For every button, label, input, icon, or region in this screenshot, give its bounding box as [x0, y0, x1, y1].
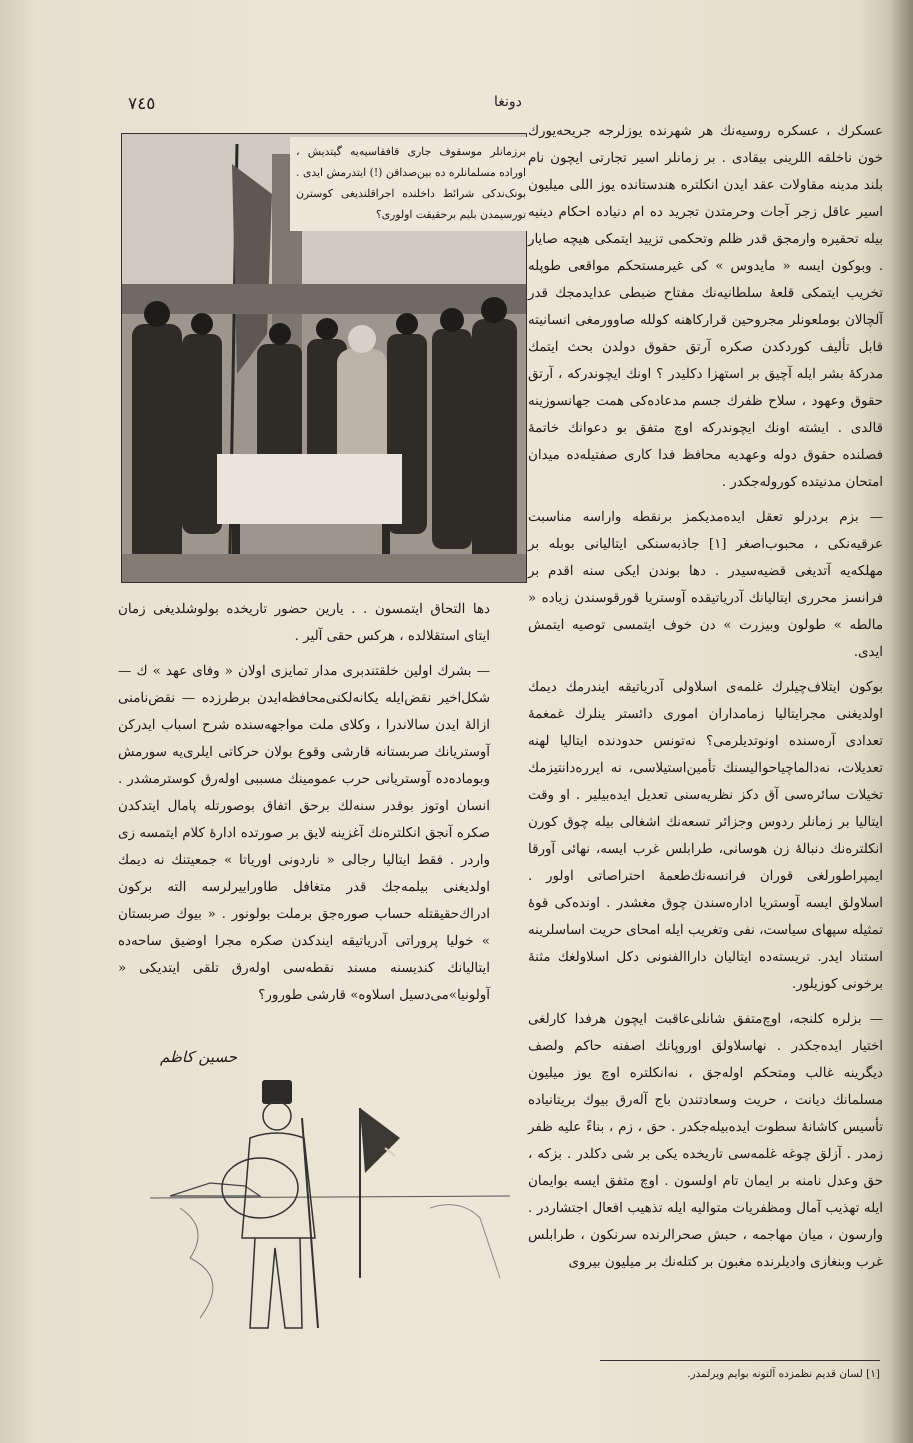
paragraph: عسکرك ، عسکره روسیه‌نك هر شهرنده یوزلرجه جریحه‌یورك خون ناخلقه اللرینی بیقادی . بر زمانلر اسیر تجارتی ایچون نام بلند مدینه مقاولات عقد ایدن انکلتره هندستانده یوز اللی میلیون اسیر عاقل زجر آجات وحرمتدن تجرید ده ام دنیاده احکام دینیه بیله تحقیره وارمجق قدر ظلم وتحکمی تزیید ایتمکی هیچه صایار . وبوکون ایسه « مایدوس » کی غیرمستحکم مواقعی طوپله تخریب ایتمکی قلعهٔ سلطانیه‌نك مفتاح ضبطی عدایدمجك قدر آلچالان بوملعونلر مجروحین قرارکاهنه کولله صاوورمغی انسانیته قابل تألیف کوردکدن صکره آرتق حقوق دولدن بحث ایتمك مدرکهٔ بشر ایله آچیق بر استهزا دکلیدر ؟ اونك ایچوندرکه ، آرتق حقوق وعهود ، سلاح ظفرك جسم مدعاده‌کی همت جهانسوزینه قالدی . ایشته اونك ایچوندرکه اوچ متفق بو دعوانك خاتمهٔ فصلنده حقوق دوله وعهدیه محافظ فدا کاری صفتیله‌ده میدان امتحان مدنیتده کوروله‌جکدر .	[528, 124, 883, 490]
paragraph: — بشرك اولین خلقتندبری مدار تمایزی اولان « وفای عهد » ك — شکل‌اخیر نقض‌ایله یکانه‌لکنی‌محافظه‌ایدن برطرزده — نقض‌نامنی ازالهٔ ایدن سالاندرا ، وکلای ملت مواجهه‌سنده شرح اسباب ایدرکن آوستریانك صربستانه قارشی وقوع بولان حرکاتی ایلری‌یه سورمش وبوماده‌ده آوستریانی حرب عمومینك مسببی اوله‌رق کوسترمشدر . انسان اوتوز بوقدر سنه‌لك برحق اتفاق بوصورتله پامال ایتدکدن صکره آنجق انکلتره‌نك آغزینه لایق بر صورتده ادارهٔ کلام ایتمسه زی واردر . فقط ایتالیا رجالی « ناردونی اوریاتا » جمعیتنك نه دیمك اولدیغنی بیلمه‌جك قدر متغافل طاوراییرلرسه الته برکون ادراك‌حقیقتله حساب صوره‌جق برملت بولونور . « بیوك صربستان » خولیا پروراتی آدریاتیقه ایندکدن صکره مجرا اوضیق ساحه‌ده ایتالیانك کندیسنه مسند نقطه‌سی اوله‌رق تلقی ایتدیکی « آولونیا»می‌دسیل اسلاوه» قارشی طورور؟	[118, 664, 490, 1003]
page-number: ٧٤٥	[128, 94, 156, 114]
left-text-column	[118, 596, 490, 1017]
paragraph: — بزم بردرلو تعقل ایده‌مدیکمز برنقطه واراسه مناسبت عرقیه‌نکی ، محبوب‌اصغر [۱] جاذبه‌سنکی ایتالیانی بوبله بر مهلکه‌یه آتدیغی قضیه‌سیدر . دها بوندن ایکی سنه اقدم بر فرانسز محرری ایتالیانك آدریاتیقده آوستریا قورقوسندن زیاده « مالطه » طولون وبیزرت » دن خوف ایتمسی توصیه ایتمش ایدی.	[528, 510, 883, 660]
soldier-sketch-illustration	[150, 1078, 510, 1348]
paragraph: دها التحاق ایتمسون . . یارین حضور تاریخده بولوشلدیغی زمان ایتای استقلالده ، هرکس حقی آلیر .	[118, 602, 490, 644]
footnote: [۱] لسان قدیم نظمزده آلتونه بوایم ویرلمدر.	[687, 1368, 880, 1380]
footnote-divider	[600, 1360, 880, 1361]
page-spine-shadow	[890, 0, 913, 1443]
running-header-title: دونغا	[494, 94, 522, 110]
paragraph: — بزلره کلنجه، اوچ‌متفق شانلی‌عاقبت ایچون هرفدا کارلغی اختیار ایده‌جکدر . نهاسلاولق اوروپانك اصفنه حاکم ولصف دیگرینه غالب ومتحکم اوله‌جق ، نه‌انکلتره اوچ یوز میلیون مسلمانك دیانت ، حریت وسعادتندن باج آله‌رق بیوك بریتانیاده تأسیس کاشانهٔ سطوت ایده‌بیله‌جکدر . حق ، زم ، بناءً علیه ظفر زمدر . آزلق چوغه غلمه‌سی تاریخده یکی بر شی دکلدر . بزکه ، حق وعدل نامنه بر ایمان تام اولسون . اوچ متفق ایسه بوایمان ایله تهذیب آمال ومظفریات متوالیه ایله تذهیب افعال اجتشارد‌ر . وارسون ، میان مهاجمه ، حبش صحرالرنده سرنکون ، طرابلس غرب وبنغازی وادیلرنده مغبون بر کتله‌نك بر میلیون بیروی	[528, 1012, 883, 1270]
right-text-column	[528, 118, 883, 1284]
photo-caption: برزمانلر موسقوف جاری قافقاسیه‌یه گیتدیش ، اوراده مسلمانلره ده بین‌صداقن (!) ایتدرمش ایدی . بونک‌ندکی شرائط داخلنده اجراقلندیغی کوسترن تورسیمدن بلیم برحقیقت اولوری؟	[290, 137, 532, 231]
soldier-sketch-drawing	[150, 1078, 510, 1348]
author-signature: حسین کاظم	[160, 1048, 237, 1066]
paragraph: بوکون ایتلاف‌چیلرك غلمه‌ی اسلاولی آدریاتیقه ایندرمك دیمك اولدیغنی مجرایتالیا زمامداران اموری دائستر ینلرك غمغمهٔ تعدادی آره‌سنده اونوتدیلرمی؟ نه‌تونس حدودنده ایتالیا لهنه تعدیلات، نه‌دالماچیاحوالیسنك تأمین‌استیلاسی، نه ایرره‌دانتیزمك تخیلات سائره‌سی آق دکز نظریه‌سنی تعدیل ایده‌بیلیر . او وقت ایتالیا بر زمانلر ردوس وجزائر تسعه‌نك اشغالی بیله چوق کورن انکلتره‌نك دنبالهٔ زن هوسانی، طرابلس غرب ایسه، نهائی آورقا ایمپراطورلغی قوران فرانسه‌نك‌طعمهٔ احتراصاتی اولور . اسلاولق ایسه آوستریا اداره‌سندن چوق مغشدر . اونده‌کی قوهٔ تمثیله سپهای سیاست، نفی وتغریب ایله امحای حریت اساسلرینه استناد ایدر. تریسته‌ده ایتالیان داراالفنونی دکل اسلاولغك مثنهٔ برخونی کوزیلور.	[528, 680, 883, 992]
